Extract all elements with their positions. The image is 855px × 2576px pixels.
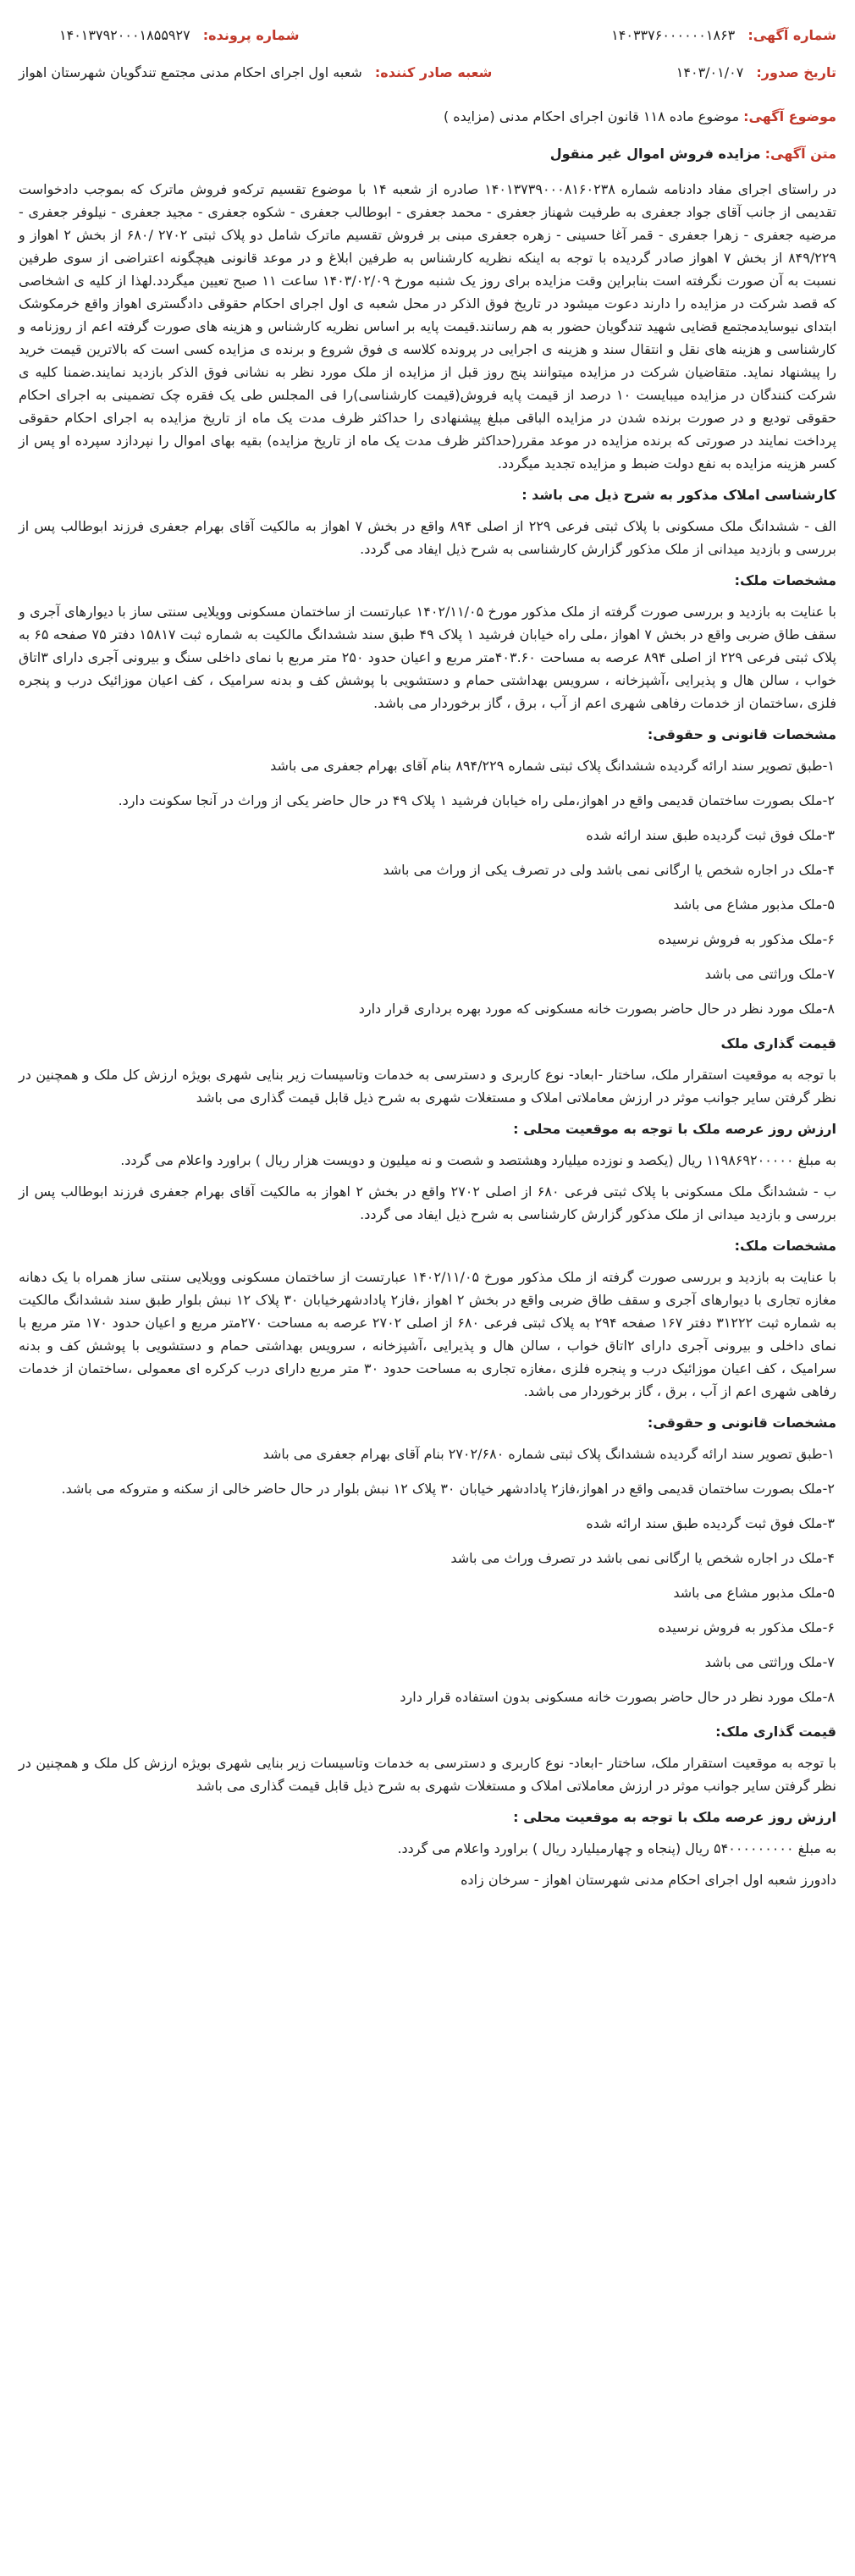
announcement-header: [19, 24, 836, 98]
specs-heading-1: مشخصات ملک:: [734, 572, 836, 588]
property-alef-paragraph: الف - ششدانگ ملک مسکونی با پلاک ثبتی فرعی ۲۲۹ از اصلی ۸۹۴ واقع در بخش ۷ اهواز به مالکیت آقای بهرام جعفری فرزند ابوطالب پس از بررسی و بازدید میدانی از ملک مذکور گزارش کارشناسی به شرح ذیل ایفاد می گردد.: [19, 518, 837, 557]
header-row-numbers: [19, 24, 836, 61]
property-be-paragraph: ب - ششدانگ ملک مسکونی با پلاک ثبتی فرعی ۶۸۰ از اصلی ۲۷۰۲ واقع در بخش ۲ اهواز به مالکیت آقای بهرام جعفری فرزند ابوطالب پس از بررسی و بازدید میدانی از ملک مذکور گزارش کارشناسی به شرح ذیل ایفاد می گردد.: [19, 1183, 837, 1222]
legal-heading-2: مشخصات قانونی و حقوقی:: [647, 1415, 836, 1431]
legal-item-2-1: ۱-طبق تصویر سند ارائه گردیده ششدانگ پلاک ثبتی شماره ۲۷۰۲/۶۸۰ بنام آقای بهرام جعفری می باشد: [262, 1446, 835, 1462]
legal-item-1-6: ۶-ملک مذکور به فروش نرسیده: [658, 931, 835, 947]
header-row-issue: [19, 61, 836, 98]
issue-date-group: [676, 61, 836, 85]
pricing-paragraph-1: با توجه به موقعیت استقرار ملک، ساختار -ابعاد- نوع کاربری و دسترسی به خدمات وتاسیسات زیر بنایی شهری بویژه ارزش کل ملک و همچنین در نظر گرفتن سایر جوانب موثر در ارزش معاملاتی املاک و مستغلات شهری به شرح ذیل قابل قیمت گذاری می باشد: [19, 1067, 836, 1106]
issuing-branch-label: شعبه صادر کننده:: [374, 64, 493, 80]
value-heading-2: ارزش روز عرصه ملک با توجه به موقعیت محلی :: [513, 1809, 836, 1825]
issuing-branch-group: [19, 61, 492, 85]
ad-text-label: متن آگهی:: [764, 146, 836, 162]
issuing-branch: شعبه اول اجرای احکام مدنی مجتمع تندگویان شهرستان اهواز: [19, 64, 362, 80]
value-paragraph-2: به مبلغ ۵۴۰۰۰۰۰۰۰۰۰ ریال (پنجاه و چهارمیلیارد ریال ) براورد واعلام می گردد.: [397, 1840, 836, 1856]
case-number-group: [59, 24, 299, 47]
subject-label: موضوع آگهی:: [743, 108, 836, 124]
legal-item-2-7: ۷-ملک وراثتی می باشد: [704, 1654, 835, 1670]
announcement-body: [19, 178, 836, 1891]
legal-item-1-1: ۱-طبق تصویر سند ارائه گردیده ششدانگ پلاک ثبتی شماره ۸۹۴/۲۲۹ بنام آقای بهرام جعفری می باشد: [270, 758, 835, 774]
specs-paragraph-2: با عنایت به بازدید و بررسی صورت گرفته از ملک مذکور مورخ ۱۴۰۲/۱۱/۰۵ عبارتست از ساختمان مسکونی وویلایی سنتی ساز همراه با یک دهانه مغازه تجاری با دیوارهای آجری و سقف طاق ضربی واقع در بخش ۲ اهواز ،فاز۲ پادادشهرخیابان ۳۰ پلاک ۱۲ نبش بلوار طبق سند ششدانگ مالکیت به شماره ثبت ۳۱۲۲۲ دفتر ۱۶۷ صفحه ۲۹۴ به پلاک ثبتی فرعی ۶۸۰ از اصلی ۲۷۰۲ عرصه به مساحت ۲۷۰متر مربع و اعیان حدود ۱۷۰ متر مربع با نمای داخلی و بیرونی آجری دارای ۲اتاق خواب ، سالن هال و پذیرایی ،آشپزخانه ، سرویس بهداشتی حمام و دستشویی با پوشش کف و بدنه سرامیک ، کف اعیان موزائیک درب و پنجره فلزی ،مغازه تجاری به مساحت حدود ۳۰ متر مربع دارای درب کرکره ای معمولی ،ساختمان از خدمات رفاهی شهری اعم از آب ، برق ، گاز برخوردار می باشد.: [19, 1269, 837, 1399]
legal-item-1-5: ۵-ملک مذبور مشاع می باشد: [673, 896, 835, 913]
value-paragraph-1: به مبلغ ۱۱۹۸۶۹۲۰۰۰۰۰ ریال (یکصد و نوزده میلیارد وهشتصد و شصت و نه میلیون و دویست هزار ریال ) براورد واعلام می گردد.: [120, 1152, 836, 1168]
subject-value: موضوع ماده ۱۱۸ قانون اجرای احکام مدنی (مزایده ): [443, 108, 740, 124]
ad-number-group: [611, 24, 836, 47]
legal-item-1-4: ۴-ملک در اجاره شخص یا ارگانی نمی باشد ولی در تصرف یکی از وراث می باشد: [383, 862, 835, 878]
specs-heading-2: مشخصات ملک:: [734, 1238, 836, 1254]
legal-item-2-3: ۳-ملک فوق ثبت گردیده طبق سند ارائه شده: [586, 1515, 835, 1531]
case-number: ۱۴۰۱۳۷۹۲۰۰۰۱۸۵۵۹۲۷: [59, 27, 190, 43]
value-heading-1: ارزش روز عرصه ملک با توجه به موقعیت محلی :: [513, 1121, 836, 1137]
signature-line: دادورز شعبه اول اجرای احکام مدنی شهرستان اهواز - سرخان زاده: [461, 1872, 836, 1888]
legal-item-1-2: ۲-ملک بصورت ساختمان قدیمی واقع در اهواز،ملی راه خیابان فرشید ۱ پلاک ۴۹ در حال حاضر یکی از وراث در آنجا سکونت دارد.: [118, 792, 835, 808]
issue-date-label: تاریخ صدور:: [756, 64, 836, 80]
specs-paragraph-1: با عنایت به بازدید و بررسی صورت گرفته از ملک مذکور مورخ ۱۴۰۲/۱۱/۰۵ عبارتست از ساختمان مسکونی وویلایی سنتی ساز با دیوارهای آجری و سقف طاق ضربی واقع در بخش ۷ اهواز ،ملی راه خیابان فرشید ۱ پلاک ۴۹ طبق سند ششدانگ مالکیت به شماره ثبت ۱۵۸۱۷ دفتر ۷۵ صفحه ۶۵ به پلاک ثبتی فرعی ۲۲۹ از اصلی ۸۹۴ عرصه به مساحت ۴۰۳.۶۰متر مربع و اعیان حدود ۲۵۰ متر مربع با نمای داخلی سنگ و بیرونی آجری دارای ۳اتاق خواب ، سالن هال و پذیرایی ،آشپزخانه ، سرویس بهداشتی حمام و دستشویی با پوشش کف و بدنه سرامیک ، کف اعیان موزائیک درب و پنجره فلزی ،ساختمان از خدمات رفاهی شهری اعم از آب ، برق ، گاز برخوردار می باشد.: [19, 604, 837, 711]
legal-item-1-3: ۳-ملک فوق ثبت گردیده طبق سند ارائه شده: [586, 827, 835, 843]
ad-number-label: شماره آگهی:: [747, 27, 836, 43]
legal-item-1-7: ۷-ملک وراثتی می باشد: [704, 966, 835, 982]
subject-line: [19, 98, 836, 135]
case-number-label: شماره پرونده:: [202, 27, 300, 43]
legal-item-2-4: ۴-ملک در اجاره شخص یا ارگانی نمی باشد در تصرف وراث می باشد: [450, 1550, 835, 1566]
ad-text-title: مزایده فروش اموال غیر منقول: [549, 146, 761, 162]
legal-item-2-5: ۵-ملک مذبور مشاع می باشد: [673, 1585, 835, 1601]
issue-date: ۱۴۰۳/۰۱/۰۷: [676, 64, 744, 80]
legal-item-2-2: ۲-ملک بصورت ساختمان قدیمی واقع در اهواز،فاز۲ پادادشهر خیابان ۳۰ پلاک ۱۲ نبش بلوار در حال حاضر خالی از سکنه و متروکه می باشد.: [61, 1481, 835, 1497]
price-heading-1: قیمت گذاری ملک: [720, 1035, 836, 1051]
expert-heading: کارشناسی املاک مذکور به شرح ذیل می باشد :: [521, 487, 836, 503]
ad-text-line: [19, 135, 836, 173]
legal-item-2-8: ۸-ملک مورد نظر در حال حاضر بصورت خانه مسکونی بدون استفاده قرار دارد: [400, 1689, 835, 1705]
pricing-paragraph-2: با توجه به موقعیت استقرار ملک، ساختار -ابعاد- نوع کاربری و دسترسی به خدمات وتاسیسات زیر بنایی شهری بویژه ارزش کل ملک و همچنین در نظر گرفتن سایر جوانب موثر در ارزش معاملاتی املاک و مستغلات شهری به شرح ذیل قابل قیمت گذاری می باشد: [19, 1755, 836, 1794]
ad-number: ۱۴۰۳۳۷۶۰۰۰۰۰۰۱۸۶۳: [611, 27, 736, 43]
legal-item-1-8: ۸-ملک مورد نظر در حال حاضر بصورت خانه مسکونی که مورد بهره برداری قرار دارد: [358, 1001, 835, 1017]
price-heading-2: قیمت گذاری ملک:: [715, 1724, 836, 1740]
legal-item-2-6: ۶-ملک مذکور به فروش نرسیده: [658, 1619, 835, 1636]
intro-paragraph: در راستای اجرای مفاد دادنامه شماره ۱۴۰۱۳۷۳۹۰۰۰۸۱۶۰۲۳۸ صادره از شعبه ۱۴ با موضوع تقسیم ترکه‌و فروش ماترک که بموجب دادخواست تقدیمی از جانب آقای جواد جعفری به طرفیت شهناز جعفری - محمد جعفری - ابوطالب جعفری - شکوه جعفری - مجید جعفری - نیلوفر جعفری - مرضیه جعفری - زهرا جعفری - قمر آغا حسینی - زهره جعفری مبنی بر فروش تقسیم ماترک شامل دو پلاک ثبتی ۲۷۰۲ /۶۸۰ از بخش ۲ اهواز و ۸۴۹/۲۲۹ از بخش ۷ اهواز صادر گردیده با توجه به اینکه نظریه کارشناس به طرفین ابلاغ و در موعد قانونی هیچگونه اعتراضی از سوی طرفین نسبت به آن صورت نگرفته است بنابراین وقت مزایده برای روز یک شنبه مورخ ۱۴۰۳/۰۲/۰۹ ساعت ۱۱ صبح تعیین میگردد.لهذا از کلیه ی اشخاصی که قصد شرکت در مزایده را دارند دعوت میشود در تاریخ فوق الذکر در محل شعبه ی اول اجرای احکام حقوقی دادگستری اهواز واقع خرمکوشک ابتدای نیوسایدمجتمع قضایی شهید تندگویان حضور به هم رسانند.قیمت پایه بر اساس نظریه کارشناس و هزینه های صورت گرفته اعم از روزنامه و کارشناسی و هزینه های نقل و انتقال سند و هزینه ی اجرایی در پرونده کلاسه ی فوق شروع و برنده ی مزایده کسی است که بالاترین قیمت خرید را پیشنهاد نماید. متقاضیان شرکت در مزایده میتوانند پنج روز قبل از مزایده از ملک مورد نظر به نشانی فوق الذکر بازدید نمایند.ضمنا کلیه ی شرکت کنندگان در مزایده میبایست ۱۰ درصد از قیمت پایه فروش(قیمت کارشناسی)را فی المجلس طی یک فقره چک تضمینی به اجرای احکام حقوقی تودیع و در صورت برنده شدن در مزایده الباقی مبلغ پیشنهادی را حداکثر ظرف مدت یک ماه از تاریخ مزایده به اجرای احکام حقوقی پرداخت نمایند در صورتی که برنده مزایده در موعد مقرر(حداکثر ظرف مدت یک ماه از تاریخ مزایده) بقیه بهای اموال را نپردازد سپرده او پس از کسر هزینه مزایده به نفع دولت ضبط و مزایده تجدید میگردد.: [19, 181, 837, 472]
legal-heading-1: مشخصات قانونی و حقوقی:: [647, 726, 836, 742]
